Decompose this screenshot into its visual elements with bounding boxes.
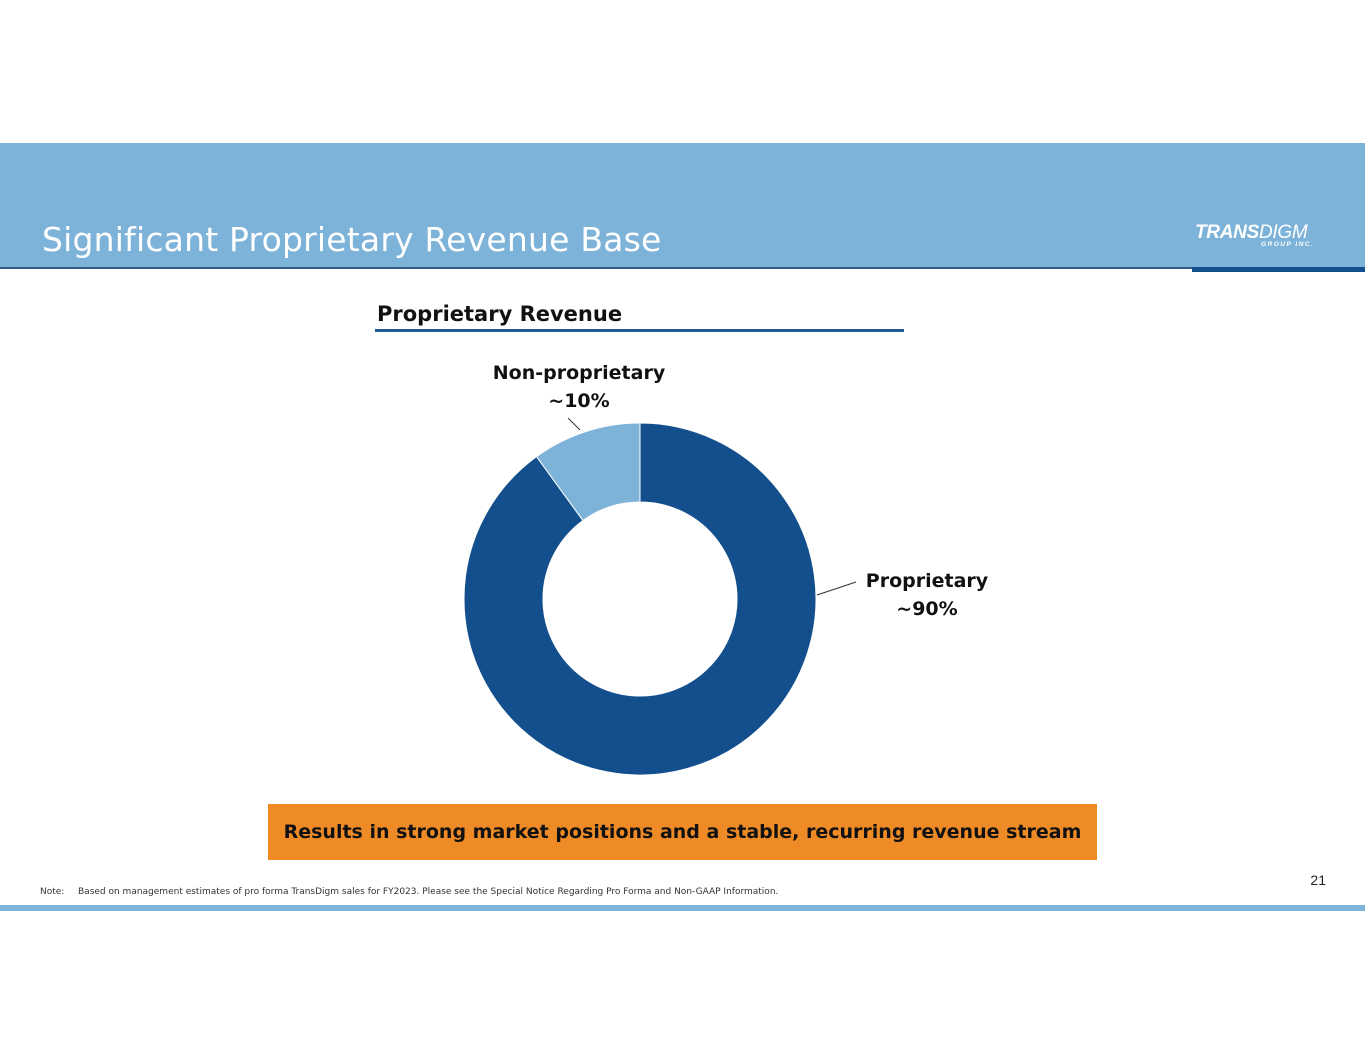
chart-heading: Proprietary Revenue bbox=[377, 302, 623, 326]
footnote-text: Based on management estimates of pro forma TransDigm sales for FY2023. Please see the Special Notice Regarding Pro Forma and Non-GAAP Information. bbox=[78, 887, 779, 897]
category-label-proprietary: Proprietary bbox=[865, 570, 989, 592]
slide-title: Significant Proprietary Revenue Base bbox=[42, 220, 662, 259]
footnote-label: Note: bbox=[40, 887, 65, 897]
value-label-proprietary: ~90% bbox=[896, 598, 958, 620]
logo-subtitle: GROUP INC. bbox=[1261, 241, 1315, 248]
page-number: 21 bbox=[1310, 872, 1326, 888]
callout-text: Results in strong market positions and a stable, recurring revenue stream bbox=[283, 821, 1082, 843]
callout-banner bbox=[268, 804, 1097, 860]
leader-line-non-proprietary bbox=[568, 418, 580, 430]
value-label-non-proprietary: ~10% bbox=[548, 390, 610, 412]
category-label-non-proprietary: Non-proprietary bbox=[492, 362, 666, 384]
footnote bbox=[40, 887, 778, 897]
logo-wordmark-bold: TRANS bbox=[1195, 222, 1259, 243]
logo-wordmark-light: DIGM bbox=[1258, 222, 1308, 243]
footer-divider bbox=[0, 905, 1365, 911]
data-label-non-proprietary bbox=[474, 359, 684, 415]
data-label-proprietary bbox=[845, 567, 1009, 623]
